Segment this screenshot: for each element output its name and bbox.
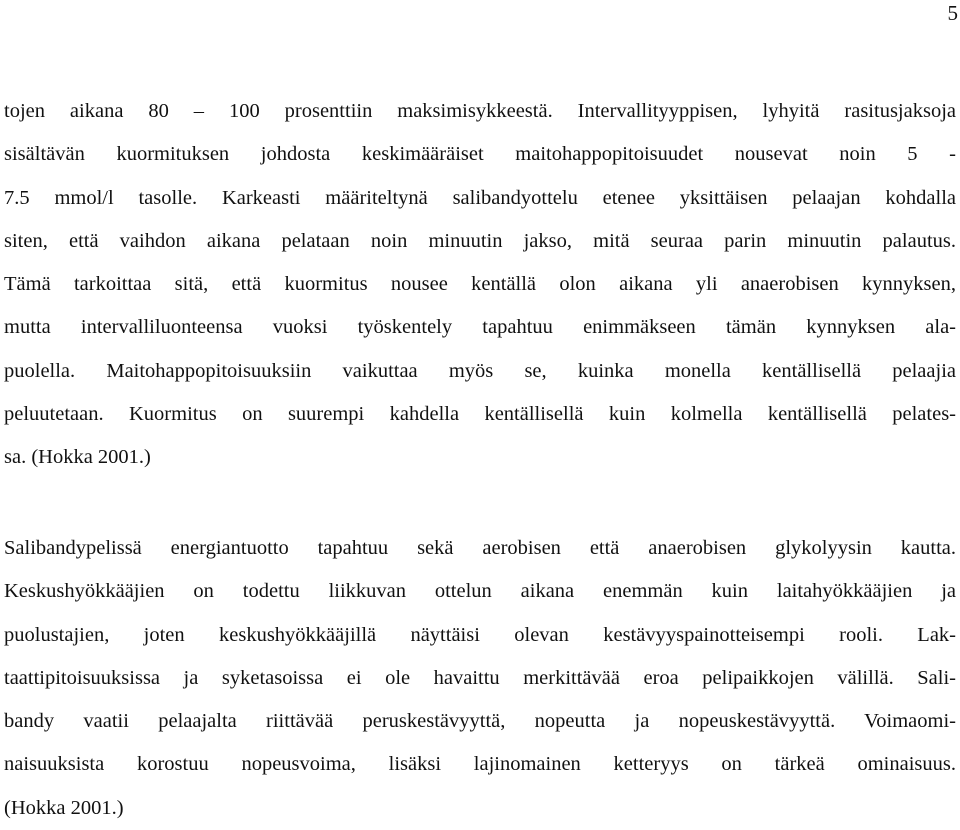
text-line: puolustajien, joten keskushyökkääjillä näyttäisi olevan kestävyyspainotteisempi rooli. Lak- [4, 623, 956, 646]
text-line: naisuuksista korostuu nopeusvoima, lisäksi lajinomainen ketteryys on tärkeä ominaisuus. [4, 753, 956, 776]
text-line: puolella. Maitohappopitoisuuksiin vaikuttaa myös se, kuinka monella kentällisellä pelaajia [4, 359, 956, 382]
text-line: tojen aikana 80 – 100 prosenttiin maksimisykkeestä. Intervallityyppisen, lyhyitä rasitusjaksoja [4, 100, 956, 122]
text-line: mutta intervalliluonteensa vuoksi työskentely tapahtuu enimmäkseen tämän kynnyksen ala- [4, 316, 956, 339]
text-line: Salibandypelissä energiantuotto tapahtuu sekä aerobisen että anaerobisen glykolyysin kautta. [4, 537, 956, 559]
text-line: peluutetaan. Kuormitus on suurempi kahdella kentällisellä kuin kolmella kentällisellä pelates- [4, 403, 956, 426]
text-line: sa. (Hokka 2001.) [4, 446, 151, 469]
page-number: 5 [947, 1, 958, 25]
paragraph-energy-production [4, 527, 956, 830]
text-line: Keskushyökkääjien on todettu liikkuvan ottelun aikana enemmän kuin laitahyökkääjien ja [4, 580, 956, 603]
text-line: bandy vaatii pelaajalta riittävää peruskestävyyttä, nopeutta ja nopeuskestävyyttä. Voimaomi- [4, 710, 956, 733]
text-line: sisältävän kuormituksen johdosta keskimääräiset maitohappopitoisuudet nousevat noin 5 - [4, 143, 956, 166]
text-line: 7.5 mmol/l tasolle. Karkeasti määriteltynä salibandyottelu etenee yksittäisen pelaajan kohdalla [4, 186, 956, 209]
text-line: siten, että vaihdon aikana pelataan noin minuutin jakso, mitä seuraa parin minuutin palautus. [4, 229, 956, 252]
text-line: taattipitoisuuksissa ja syketasoissa ei ole havaittu merkittävää eroa pelipaikkojen välillä. Sali- [4, 666, 956, 689]
text-line: (Hokka 2001.) [4, 796, 124, 819]
paragraph-energy-load [4, 90, 956, 480]
text-line: Tämä tarkoittaa sitä, että kuormitus nousee kentällä olon aikana yli anaerobisen kynnyksen, [4, 273, 956, 296]
